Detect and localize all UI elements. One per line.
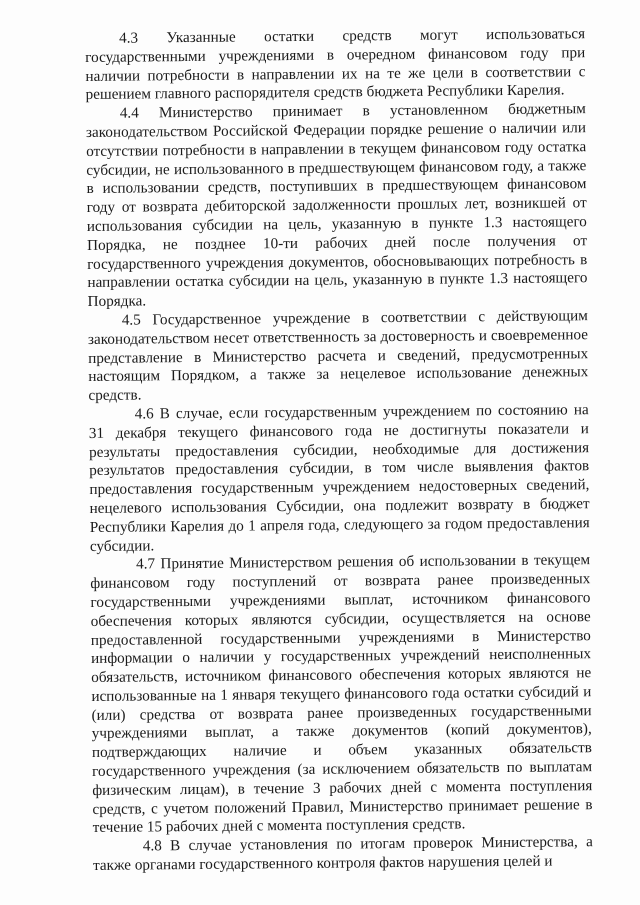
- paragraph-text: Государственное учреждение в соответствии с действующим законодательством несет ответственность за достоверность и своевременное представление в Министерство расчета и сведений, предусмотренных настоящим Порядком, а также за нецелевое использование денежных средств.: [87, 307, 589, 405]
- document-body: [85, 25, 593, 876]
- paragraph-number: 4.6: [134, 405, 154, 423]
- paragraph-number: 4.3: [118, 29, 139, 47]
- paragraph-4-5: [88, 307, 589, 406]
- paragraph-4-4: [86, 100, 588, 312]
- paragraph-4-8: [93, 833, 593, 875]
- paragraph-text: В случае установления по итогам проверок Министерства, а также органами государственного контроля фактов нарушения целей и: [92, 833, 593, 875]
- paragraph-number: 4.4: [119, 104, 139, 122]
- paragraph-text: Указанные остатки средств могут использоваться государственными учреждениями в очередном финансовом году при наличии потребности в направлении их на те же цели в соответствии с решением главного распорядителя средств бюджета Республики Карелия.: [85, 25, 586, 104]
- paragraph-4-3: [85, 25, 586, 105]
- paragraph-text: В случае, если государственным учреждением по состоянию на 31 декабря текущего финансового года не достигнуты показатели и результаты предоставления субсидии, необходимые для достижения результатов предоставления субсидии, в том числе выявления фактов предоставления государственным учреждением недостоверных сведений, нецелевого использования Субсидии, она подлежит возврату в бюджет Республики Карелия до 1 апреля года, следующего за годом предоставления субсидии.: [88, 401, 590, 555]
- paragraph-text: Принятие Министерством решения об использовании в текущем финансовом году поступлений от возврата ранее произведенных государственными учреждениями выплат, источником финансового обеспечения которых являются субсидии, осуществляется на основе предоставленной государственными учреждениями в Министерство информации о наличии у государственных учреждений неисполненных обязательств, источником финансового обеспечения которых являются не использованные на 1 января текущего финансового года остатки субсидий и (или) средства от возврата ранее произведенных государственными учреждениями выплат, а также документов (копий документов), подтверждающих наличие и объем указанных обязательств государственного учреждения (за исключением обязательств по выплатам физическим лицам), в течение 3 рабочих дней с момента поступления средств, с учетом положений Правил, Министерство принимает решение в течение 15 рабочих дней с момента поступления средств.: [90, 551, 593, 837]
- paragraph-text: Министерство принимает в установленном бюджетным законодательством Российской Федерации порядке решение о наличии или отсутствии потребности в направлении в текущем финансовом году остатка субсидии, не использованного в предшествующем финансовом году, а также в использовании средств, поступивших в предшествующем финансовом году от возврата дебиторской задолженности прошлых лет, возникшей от использования субсидии на цель, указанную в пункте 1.3 настоящего Порядка, не позднее 10-ти рабочих дней после получения от государственного учреждения документов, обосновывающих потребность в направлении остатка субсидии на цель, указанную в пункте 1.3 настоящего Порядка.: [85, 100, 588, 311]
- paragraph-4-7: [90, 551, 593, 838]
- paragraph-number: 4.5: [121, 311, 141, 329]
- paragraph-number: 4.7: [136, 555, 156, 573]
- paragraph-4-6: [89, 401, 590, 556]
- paragraph-number: 4.8: [142, 837, 162, 855]
